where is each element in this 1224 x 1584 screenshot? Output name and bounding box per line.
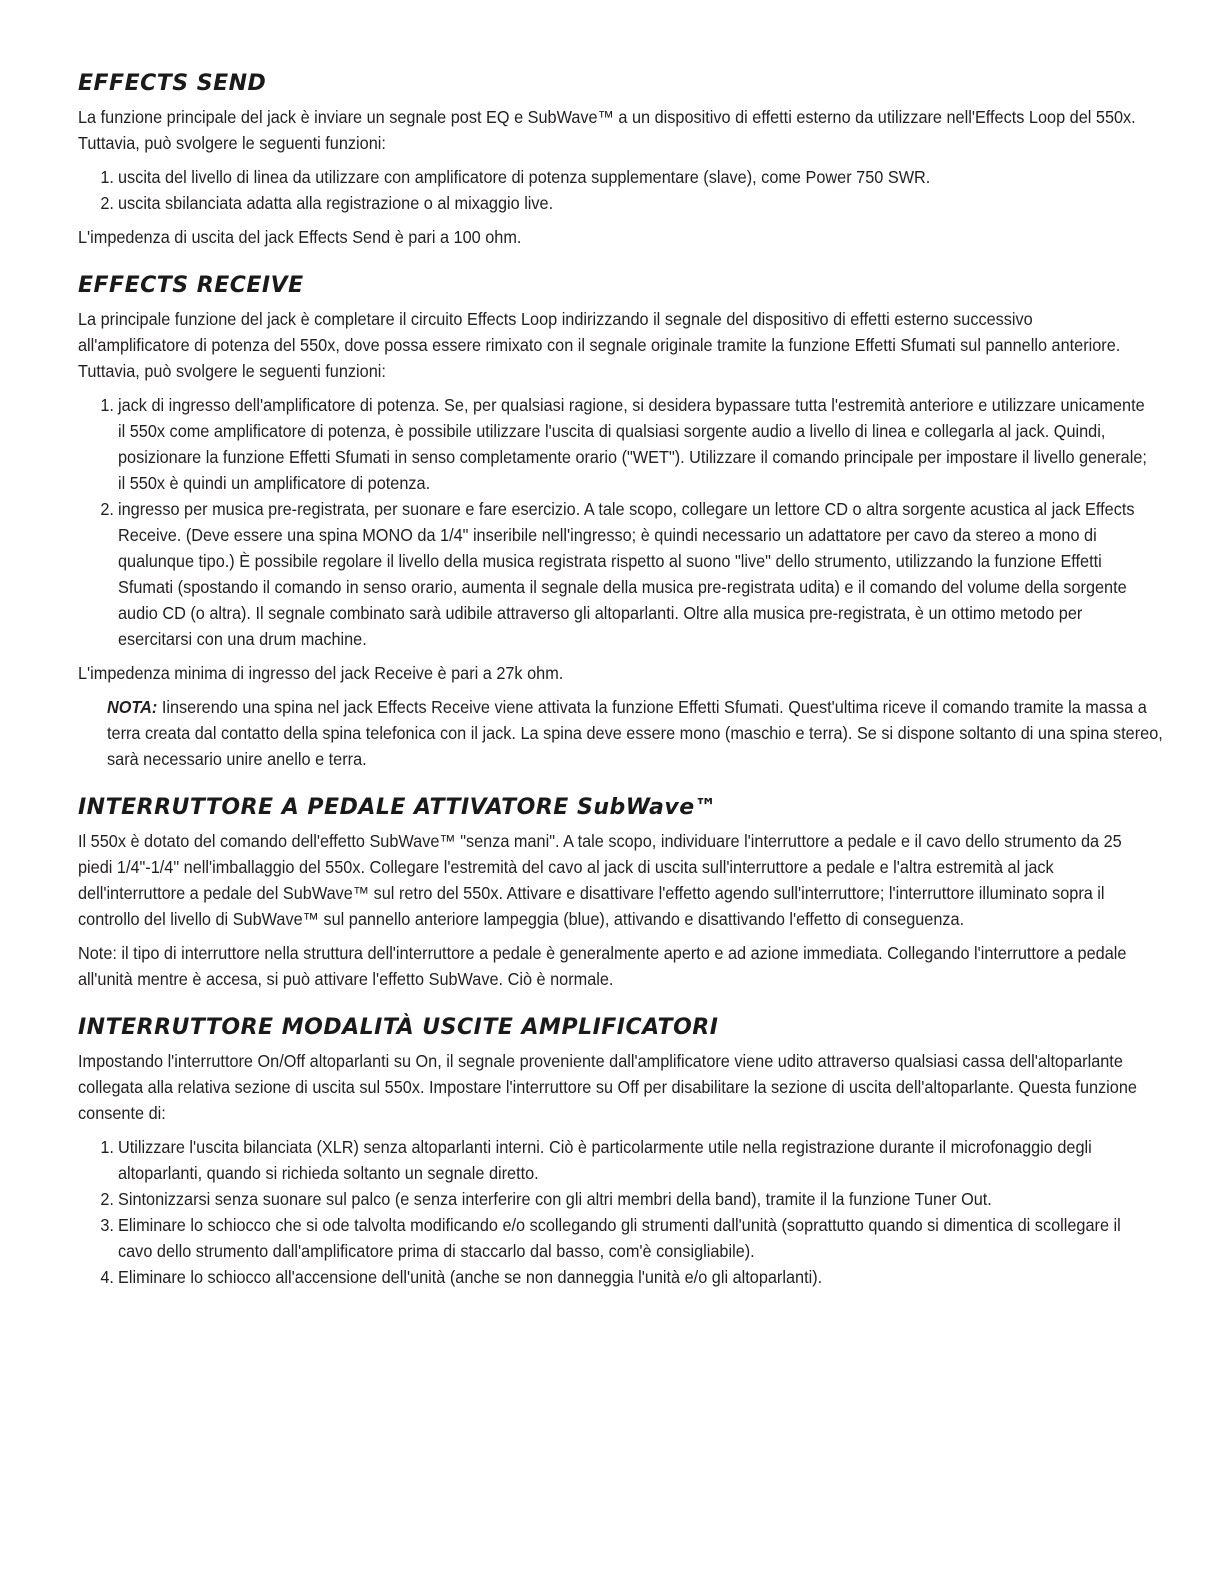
section-heading: INTERRUTTORE MODALITÀ USCITE AMPLIFICATORI	[78, 1015, 719, 1040]
list-number: 2.	[100, 499, 114, 519]
note-paragraph	[107, 694, 1177, 772]
list-number: 3.	[100, 1215, 114, 1235]
list-item-text: uscita sbilanciata adatta alla registrazione o al mixaggio live.	[117, 193, 554, 213]
list-item-text: ingresso per musica pre-registrata, per suonare e fare esercizio. A tale scopo, collegare un lettore CD o altra sorgente acustica al jack Effects Receive. (Deve essere una spina MONO da 1/4" inseribile nell'ingresso; è quindi necessario un adattatore per cavo da stereo a mono di qualunque tipo.) È possibile regolare il livello della musica registrata rispetto al suono "live" dello strumento, utilizzando la funzione Effetti Sfumati (spostando il comando in senso orario, aumenta il segnale della musica pre-registrata udita) e il comando del volume della sorgente audio CD (o altra). Il segnale combinato sarà udibile attraverso gli altoparlanti. Oltre alla musica pre-registrata, è un ottimo metodo per esercitarsi con una drum machine.	[117, 499, 1135, 649]
list-item-text: Eliminare lo schiocco all'accensione dell'unità (anche se non danneggia l'unità e/o gli altoparlanti).	[117, 1267, 823, 1287]
numbered-list	[78, 1134, 1148, 1290]
note-text: Iinserendo una spina nel jack Effects Receive viene attivata la funzione Effetti Sfumati. Quest'ultima riceve il comando tramite la massa a terra creata dal contatto della spina telefonica con il jack. La spina deve essere mono (maschio e terra). Se si dispone soltanto di una spina stereo, sarà necessario unire anello e terra.	[107, 697, 1163, 769]
section-heading: EFFECTS RECEIVE	[78, 273, 304, 298]
list-item-text: jack di ingresso dell'amplificatore di potenza. Se, per qualsiasi ragione, si desidera bypassare tutta l'estremità anteriore e utilizzare unicamente il 550x come amplificatore di potenza, è possibile utilizzare l'uscita di qualsiasi sorgente audio a livello di linea e collegarla al jack. Quindi, posizionare la funzione Effetti Sfumati in senso completamente orario ("WET"). Utilizzare il comando principale per impostare il livello generale; il 550x è quindi un amplificatore di potenza.	[117, 395, 1147, 493]
section-effects-send	[78, 70, 1148, 250]
list-item	[78, 1134, 1148, 1186]
section-heading: EFFECTS SEND	[78, 71, 267, 96]
list-item	[78, 190, 1148, 216]
section-heading: INTERRUTTORE A PEDALE ATTIVATORE SubWave™	[78, 795, 718, 820]
section-outro: L'impedenza minima di ingresso del jack Receive è pari a 27k ohm.	[78, 663, 564, 683]
note-label: NOTA:	[107, 697, 158, 717]
list-item	[78, 496, 1148, 652]
document-page	[78, 70, 1163, 1298]
list-item-text: Sintonizzarsi senza suonare sul palco (e senza interferire con gli altri membri della band), tramite il la funzione Tuner Out.	[117, 1189, 992, 1209]
list-item	[78, 1212, 1148, 1264]
list-item	[78, 164, 1148, 190]
numbered-list	[78, 392, 1148, 652]
section-intro: Impostando l'interruttore On/Off altoparlanti su On, il segnale proveniente dall'amplificatore viene udito attraverso qualsiasi cassa dell'altoparlante collegata alla relativa sezione di uscita sul 550x. Impostare l'interruttore su Off per disabilitare la sezione di uscita dell'altoparlante. Questa funzione consente di:	[78, 1051, 1137, 1123]
list-item-text: Eliminare lo schiocco che si ode talvolta modificando e/o scollegando gli strumenti dall'unità (soprattutto quando si dimentica di scollegare il cavo dello strumento dall'amplificatore prima di staccarlo dal basso, com'è consigliabile).	[117, 1215, 1121, 1261]
list-item-text: Utilizzare l'uscita bilanciata (XLR) senza altoparlanti interni. Ciò è particolarmente utile nella registrazione durante il microfonaggio degli altoparlanti, quando si richieda soltanto un segnale diretto.	[117, 1137, 1092, 1183]
list-number: 1.	[100, 1137, 114, 1157]
section-intro: La principale funzione del jack è completare il circuito Effects Loop indirizzando il segnale del dispositivo di effetti esterno successivo all'amplificatore di potenza del 550x, dove possa essere rimixato con il segnale originale tramite la funzione Effetti Sfumati sul pannello anteriore. Tuttavia, può svolgere le seguenti funzioni:	[78, 309, 1121, 381]
list-item	[78, 1264, 1148, 1290]
list-number: 2.	[100, 193, 114, 213]
section-intro: Il 550x è dotato del comando dell'effetto SubWave™ "senza mani". A tale scopo, individuare l'interruttore a pedale e il cavo dello strumento da 25 piedi 1/4"-1/4" nell'imballaggio del 550x. Collegare l'estremità del cavo al jack di uscita sull'interruttore a pedale e l'altra estremità al jack dell'interruttore a pedale del SubWave™ sul retro del 550x. Attivare e disattivare l'effetto agendo sull'interruttore; l'interruttore illuminato sopra il controllo del livello di SubWave™ sul pannello anteriore lampeggia (blue), attivando e disattivando l'effetto di conseguenza.	[78, 831, 1122, 929]
list-item-text: uscita del livello di linea da utilizzare con amplificatore di potenza supplementare (slave), come Power 750 SWR.	[117, 167, 931, 187]
list-item	[78, 1186, 1148, 1212]
section-footswitch	[78, 794, 1148, 992]
section-effects-receive	[78, 272, 1163, 772]
list-number: 1.	[100, 395, 114, 415]
section-intro: La funzione principale del jack è inviare un segnale post EQ e SubWave™ a un dispositivo di effetti esterno da utilizzare nell'Effects Loop del 550x. Tuttavia, può svolgere le seguenti funzioni:	[78, 107, 1136, 153]
section-amp-output-mode	[78, 1014, 1148, 1290]
numbered-list	[78, 164, 1148, 216]
list-number: 2.	[100, 1189, 114, 1209]
list-number: 1.	[100, 167, 114, 187]
section-outro: Note: il tipo di interruttore nella struttura dell'interruttore a pedale è generalmente aperto e ad azione immediata. Collegando l'interruttore a pedale all'unità mentre è accesa, si può attivare l'effetto SubWave. Ciò è normale.	[78, 943, 1127, 989]
list-item	[78, 392, 1148, 496]
section-outro: L'impedenza di uscita del jack Effects Send è pari a 100 ohm.	[78, 227, 522, 247]
list-number: 4.	[100, 1267, 114, 1287]
